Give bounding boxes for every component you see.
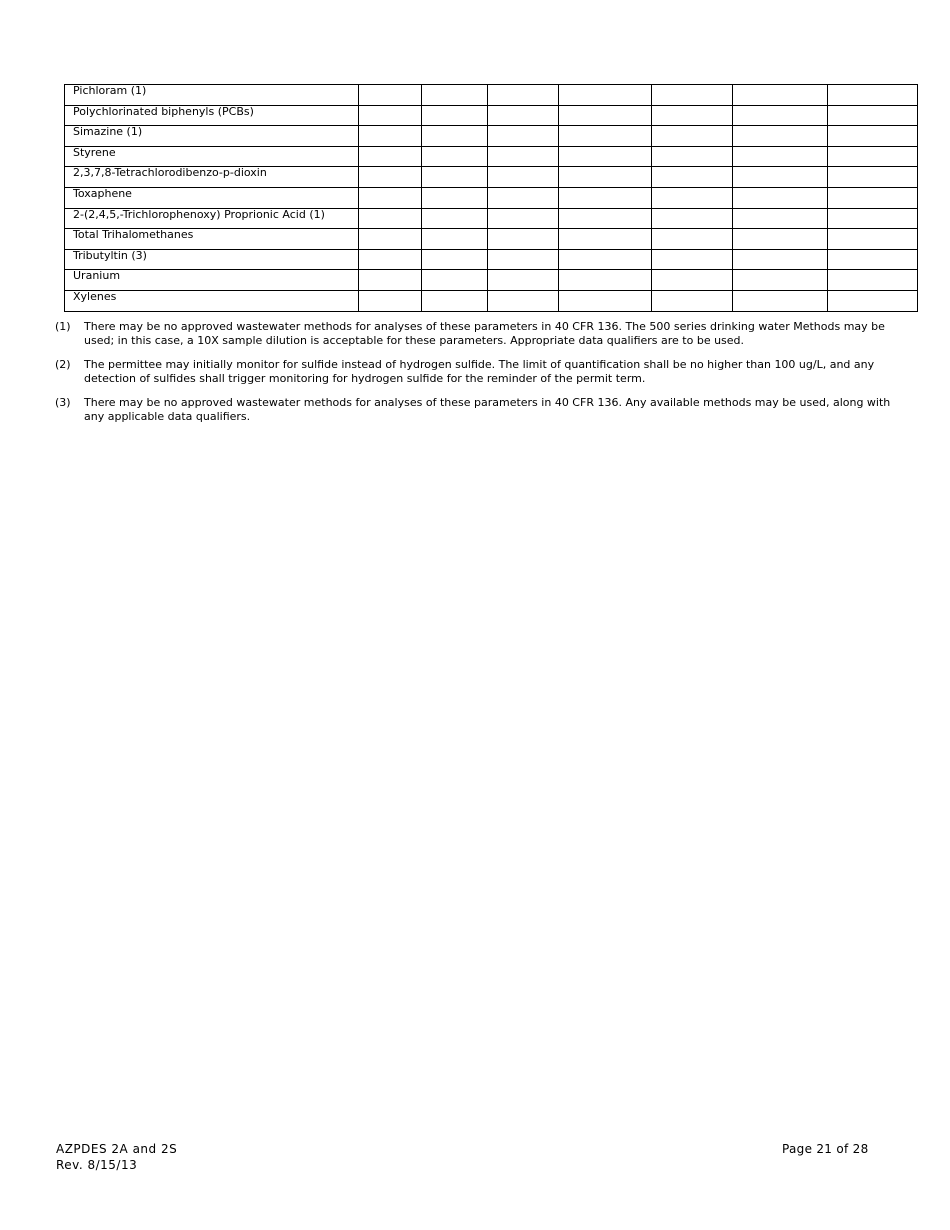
entry-cell[interactable] xyxy=(488,146,559,167)
entry-cell[interactable] xyxy=(652,126,733,147)
entry-cell[interactable] xyxy=(488,270,559,291)
entry-cell[interactable] xyxy=(488,167,559,188)
entry-cell[interactable] xyxy=(652,290,733,311)
entry-cell[interactable] xyxy=(733,249,828,270)
entry-cell[interactable] xyxy=(488,290,559,311)
table-row xyxy=(65,85,918,106)
entry-cell[interactable] xyxy=(733,187,828,208)
footnote-marker: (1) xyxy=(55,320,71,333)
entry-cell[interactable] xyxy=(733,167,828,188)
entry-cell[interactable] xyxy=(422,249,488,270)
entry-cell[interactable] xyxy=(422,85,488,106)
form-name: AZPDES 2A and 2S xyxy=(56,1142,178,1156)
footnote-2 xyxy=(55,358,900,386)
footnote-1 xyxy=(55,320,900,348)
entry-cell[interactable] xyxy=(359,126,422,147)
footnote-text: The permittee may initially monitor for sulfide instead of hydrogen sulfide. The limit of quantification shall be no higher than 100 ug/L, and any detection of sulfides shall trigger monitoring for hydrogen sulfide for the reminder of the permit term. xyxy=(84,358,875,385)
entry-cell[interactable] xyxy=(359,187,422,208)
entry-cell[interactable] xyxy=(652,187,733,208)
entry-cell[interactable] xyxy=(488,85,559,106)
entry-cell[interactable] xyxy=(733,146,828,167)
entry-cell[interactable] xyxy=(652,146,733,167)
entry-cell[interactable] xyxy=(828,290,918,311)
entry-cell[interactable] xyxy=(652,208,733,229)
entry-cell[interactable] xyxy=(652,249,733,270)
parameter-name-cell: Simazine (1) xyxy=(65,126,359,147)
entry-cell[interactable] xyxy=(828,85,918,106)
parameter-name-cell: Total Trihalomethanes xyxy=(65,229,359,250)
entry-cell[interactable] xyxy=(828,249,918,270)
entry-cell[interactable] xyxy=(422,126,488,147)
entry-cell[interactable] xyxy=(422,187,488,208)
entry-cell[interactable] xyxy=(828,229,918,250)
parameters-table-body xyxy=(65,85,918,312)
entry-cell[interactable] xyxy=(559,229,652,250)
entry-cell[interactable] xyxy=(488,105,559,126)
footnote-3 xyxy=(55,396,900,424)
entry-cell[interactable] xyxy=(559,249,652,270)
entry-cell[interactable] xyxy=(733,105,828,126)
entry-cell[interactable] xyxy=(559,208,652,229)
parameter-name-cell: Uranium xyxy=(65,270,359,291)
parameter-name-cell: Polychlorinated biphenyls (PCBs) xyxy=(65,105,359,126)
table-row xyxy=(65,290,918,311)
footnote-marker: (2) xyxy=(55,358,71,371)
entry-cell[interactable] xyxy=(733,126,828,147)
entry-cell[interactable] xyxy=(422,146,488,167)
entry-cell[interactable] xyxy=(559,270,652,291)
entry-cell[interactable] xyxy=(828,146,918,167)
revision-date: Rev. 8/15/13 xyxy=(56,1158,138,1172)
table-row xyxy=(65,249,918,270)
entry-cell[interactable] xyxy=(359,270,422,291)
table-row xyxy=(65,229,918,250)
entry-cell[interactable] xyxy=(488,249,559,270)
entry-cell[interactable] xyxy=(733,85,828,106)
table-row xyxy=(65,208,918,229)
entry-cell[interactable] xyxy=(828,105,918,126)
entry-cell[interactable] xyxy=(652,105,733,126)
parameter-name-cell: Styrene xyxy=(65,146,359,167)
footnote-text: There may be no approved wastewater methods for analyses of these parameters in 40 CFR 136. Any available methods may be used, along with any applicable data qualifiers. xyxy=(84,396,891,423)
entry-cell[interactable] xyxy=(559,187,652,208)
entry-cell[interactable] xyxy=(559,290,652,311)
entry-cell[interactable] xyxy=(422,208,488,229)
entry-cell[interactable] xyxy=(828,126,918,147)
table-row xyxy=(65,270,918,291)
footnotes xyxy=(55,320,900,434)
entry-cell[interactable] xyxy=(828,270,918,291)
entry-cell[interactable] xyxy=(488,229,559,250)
entry-cell[interactable] xyxy=(422,270,488,291)
entry-cell[interactable] xyxy=(559,85,652,106)
entry-cell[interactable] xyxy=(359,105,422,126)
parameters-table xyxy=(64,84,918,312)
footnote-text: There may be no approved wastewater methods for analyses of these parameters in 40 CFR 136. The 500 series drinking water Methods may be used; in this case, a 10X sample dilution is acceptable for these parameters. Appropriate data qualifiers are to be used. xyxy=(84,320,885,347)
parameter-name-cell: 2,3,7,8-Tetrachlorodibenzo-p-dioxin xyxy=(65,167,359,188)
entry-cell[interactable] xyxy=(359,208,422,229)
table-row xyxy=(65,105,918,126)
parameter-name-cell: Pichloram (1) xyxy=(65,85,359,106)
entry-cell[interactable] xyxy=(359,249,422,270)
entry-cell[interactable] xyxy=(422,105,488,126)
table-row xyxy=(65,187,918,208)
entry-cell[interactable] xyxy=(488,126,559,147)
entry-cell[interactable] xyxy=(559,167,652,188)
entry-cell[interactable] xyxy=(359,290,422,311)
table-row xyxy=(65,167,918,188)
entry-cell[interactable] xyxy=(359,167,422,188)
entry-cell[interactable] xyxy=(422,290,488,311)
entry-cell[interactable] xyxy=(359,85,422,106)
entry-cell[interactable] xyxy=(359,229,422,250)
table-row xyxy=(65,126,918,147)
entry-cell[interactable] xyxy=(652,167,733,188)
entry-cell[interactable] xyxy=(828,187,918,208)
entry-cell[interactable] xyxy=(488,187,559,208)
page-number: Page 21 of 28 xyxy=(782,1142,869,1156)
entry-cell[interactable] xyxy=(828,167,918,188)
entry-cell[interactable] xyxy=(559,105,652,126)
entry-cell[interactable] xyxy=(359,146,422,167)
entry-cell[interactable] xyxy=(422,229,488,250)
entry-cell[interactable] xyxy=(652,229,733,250)
entry-cell[interactable] xyxy=(422,167,488,188)
entry-cell[interactable] xyxy=(488,208,559,229)
table-row xyxy=(65,146,918,167)
footnote-marker: (3) xyxy=(55,396,71,409)
entry-cell[interactable] xyxy=(652,270,733,291)
entry-cell[interactable] xyxy=(652,85,733,106)
entry-cell[interactable] xyxy=(733,208,828,229)
entry-cell[interactable] xyxy=(733,229,828,250)
entry-cell[interactable] xyxy=(733,270,828,291)
entry-cell[interactable] xyxy=(733,290,828,311)
parameter-name-cell: Toxaphene xyxy=(65,187,359,208)
entry-cell[interactable] xyxy=(559,126,652,147)
page-footer-left xyxy=(56,1141,177,1173)
parameter-name-cell: 2-(2,4,5,-Trichlorophenoxy) Proprionic Acid (1) xyxy=(65,208,359,229)
parameter-name-cell: Xylenes xyxy=(65,290,359,311)
entry-cell[interactable] xyxy=(828,208,918,229)
entry-cell[interactable] xyxy=(559,146,652,167)
parameter-name-cell: Tributyltin (3) xyxy=(65,249,359,270)
